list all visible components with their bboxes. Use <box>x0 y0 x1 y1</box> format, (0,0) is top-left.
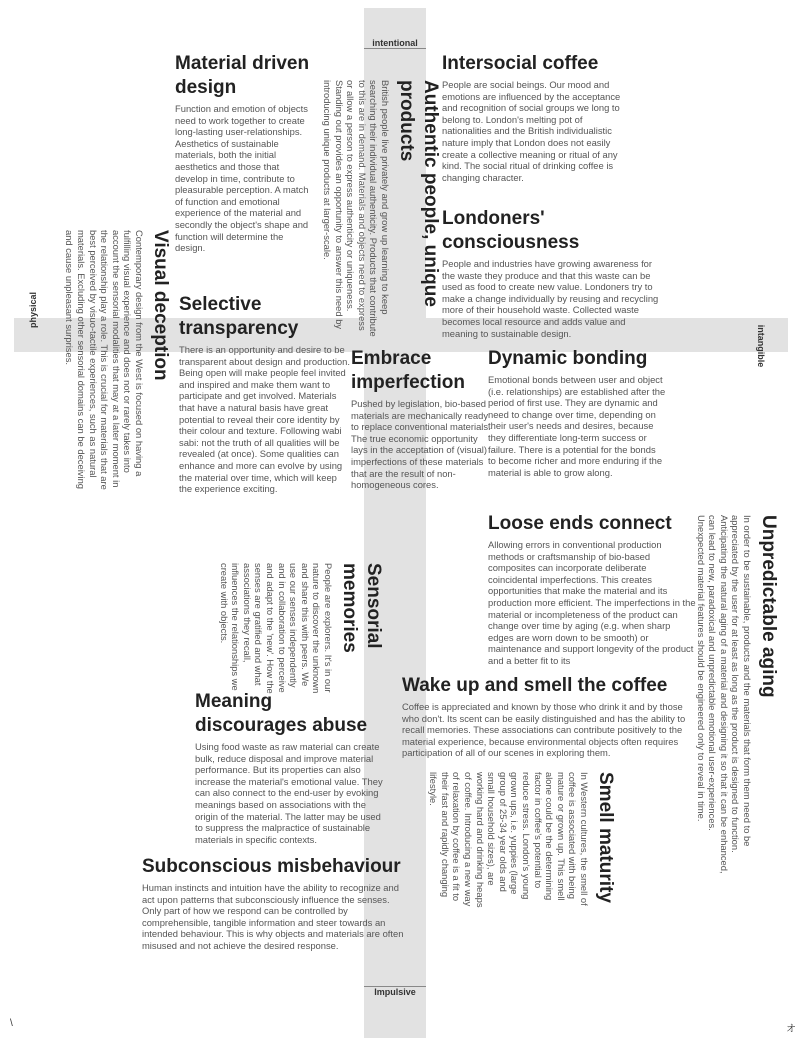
block-title: Subconscious misbehaviour <box>142 856 401 877</box>
axis-label-intangible: intangible <box>756 324 766 368</box>
block-selective-transparency <box>179 293 351 495</box>
block-text: Coffee is appreciated and known by those who drink it and by those who don't. Its scent can be easily distinguished and has the ability to recall memories. These associations can contribute positively to the material experience, because environmental objects often requires participation of all of our scenes in exploring them. <box>402 701 686 759</box>
corner-mark-right: オ <box>786 1024 796 1035</box>
block-dynamic-bonding <box>488 347 666 478</box>
block-title: Material driven design <box>175 53 310 98</box>
block-title: Visual deception <box>150 230 171 381</box>
block-unpredictable-aging <box>695 515 780 875</box>
block-text: In Western cultures, the smell of coffee is associated with being mature or grown up. This smell alone could be the determining factor in coffee's potential to reduce stress. London's young grown ups, i.e. yuppies (large group of 25-34 year olds and small household sizes), are working hard and drinking heaps of coffee. Introducing a new way of relaxation by coffee is a fit to their fast and rapidly changing lifestyle. <box>428 772 590 908</box>
block-wake-up-coffee <box>402 674 702 759</box>
block-text: Allowing errors in conventional production methods or craftsmanship of bio-based composites can incorporate deliberate coincidental imperfections. This creates opportunities that make the material and its production more efficient. The imperfections in the material or incompleteness of the product can change over time by aging (e.g. when sharp edges are worn down to be smooth) or maintenance and support longevity of the product and a better fit to its <box>488 539 696 666</box>
block-londoners-consciousness <box>442 207 660 339</box>
block-text: In order to be sustainable, products and the materials that form them need to be appreciated by the user for at least as long as the product is designed to function. Anticipating the natural aging of a material and designing it so that it can be enhanced, can lead to new, paradoxical and unpredictable emotional user-experiences. Unexpected material features should be engineered only to reveal in time. <box>695 515 753 874</box>
block-sensorial-memories <box>218 563 385 703</box>
corner-mark-left: \ <box>10 1018 13 1029</box>
block-title: Embrace imperfection <box>351 348 466 393</box>
block-text: People are explorers. It's in our nature to discover the unknown and share this with peers. We use our senses independently and in collaboration to perceive and adapt to the 'new'. How the senses are gratified and what associations they recall, influences the relationships we create with objects. <box>218 563 334 694</box>
block-title: Intersocial coffee <box>442 53 599 74</box>
axis-label-impulsive: Impulsive <box>364 986 426 997</box>
block-title: Londoners' consciousness <box>442 208 580 253</box>
block-text: Human instincts and intuition have the ability to recognize and act upon patterns that subconsciously influence the senses. Only part of how we respond can be controlled by comprehensible, tangible information and steer towards an intended behaviour. This is why objects and materials are often misused and not achieve the desired response. <box>142 882 404 951</box>
block-text: British people live privately and grow up learning to keep searching their individual authenticity. Products that contribute to this are in demand. Materials and objects need to express or allow a person to express authenticity or uniqueness. Standing out provides an opportunity to answer this need by introducing unique products at larger-scale. <box>322 80 391 337</box>
block-text: Pushed by legislation, bio-based materials are mechanically ready to replace conventional materials. The true economic opportunity lays in the acceptation of (visual) imperfections of these materials that are the result of non-homogeneous cores. <box>351 398 491 491</box>
block-loose-ends-connect <box>488 512 696 667</box>
block-text: Emotional bonds between user and object (i.e. relationships) are established after the period of first use. They are dynamic and need to change over time, depending on their user's needs and desires, because they differentiate long-term success or failure. There is a potential for the bonds to become richer and more enduring if the material is able to grow along. <box>488 374 666 478</box>
block-text: There is an opportunity and desire to be transparent about design and production. Being open will make people feel invited and inspired and make them want to participate and get involved. Materials that have a natural basis have great potential to reveal their core identity by their colour and texture. Following wabi sabi: not the truth of all qualities will be revealed (at once). Some qualities can enhance and more can evolve by using the material over time, which will keep the experience exciting. <box>179 344 350 495</box>
block-meaning-discourages-abuse <box>195 690 387 845</box>
block-title: Sensorial memories <box>339 563 384 653</box>
block-title: Authentic people, unique products <box>396 80 441 307</box>
block-text: Function and emotion of objects need to work together to create long-lasting user-relationships. Aesthetics of sustainable materials, both the initial aesthetics and those that develop in time, contribute to pleasurable perception. A match of function and emotional experience of the material and secondly the object's shape and function will determine the design. <box>175 103 309 254</box>
block-text: Using food waste as raw material can create bulk, reduce disposal and improve material performance. But its properties can also increase the material's emotional value. They can also connect to the end-user by evoking meanings based on associations with the origin of the material. The latter may be used to suppress the malpractice of sustainable materials in specific contexts. <box>195 741 383 845</box>
block-title: Meaning discourages abuse <box>195 691 368 736</box>
block-title: Wake up and smell the coffee <box>402 675 668 696</box>
axis-label-intentional: intentional <box>364 38 426 49</box>
block-text: Contemporary design from the West is focused on having a fulfilling visual experience and does not or rarely takes into account the sensorial modalities that may at a later moment in the relationship play a role. This is crucial for materials that are best perceived by visuo-tactile experiences, such as natural materials. Excluding other sensorial domains can be deceiving and cause unpleasant surprises. <box>64 230 145 490</box>
axis-label-physical: physical <box>28 291 38 329</box>
block-title: Selective transparency <box>179 294 299 339</box>
block-intersocial-coffee <box>442 52 622 183</box>
block-embrace-imperfection <box>351 347 491 491</box>
block-text: People are social beings. Our mood and emotions are influenced by the acceptance and recognition of social groups we long to belong to. London's melting pot of nationalities and the British individualistic nature imply that London does not easily create a collective meaning or ritual of any kind. The social ritual of drinking coffee is changing character. <box>442 79 621 183</box>
block-material-driven-design <box>175 52 310 254</box>
block-smell-maturity <box>428 772 617 912</box>
block-title: Loose ends connect <box>488 513 672 534</box>
block-title: Dynamic bonding <box>488 348 648 369</box>
block-visual-deception <box>64 230 172 500</box>
block-title: Smell maturity <box>595 772 616 903</box>
block-title: Unpredictable aging <box>758 515 779 698</box>
block-text: People and industries have growing awareness for the waste they produce and that this waste can be used as food to create new value. Londoners try to make a change individually by reusing and recycling more of their household waste. Collected waste becomes local resource and adds value and meaning to sustainable design. <box>442 258 659 339</box>
block-subconscious-misbehaviour <box>142 855 408 952</box>
